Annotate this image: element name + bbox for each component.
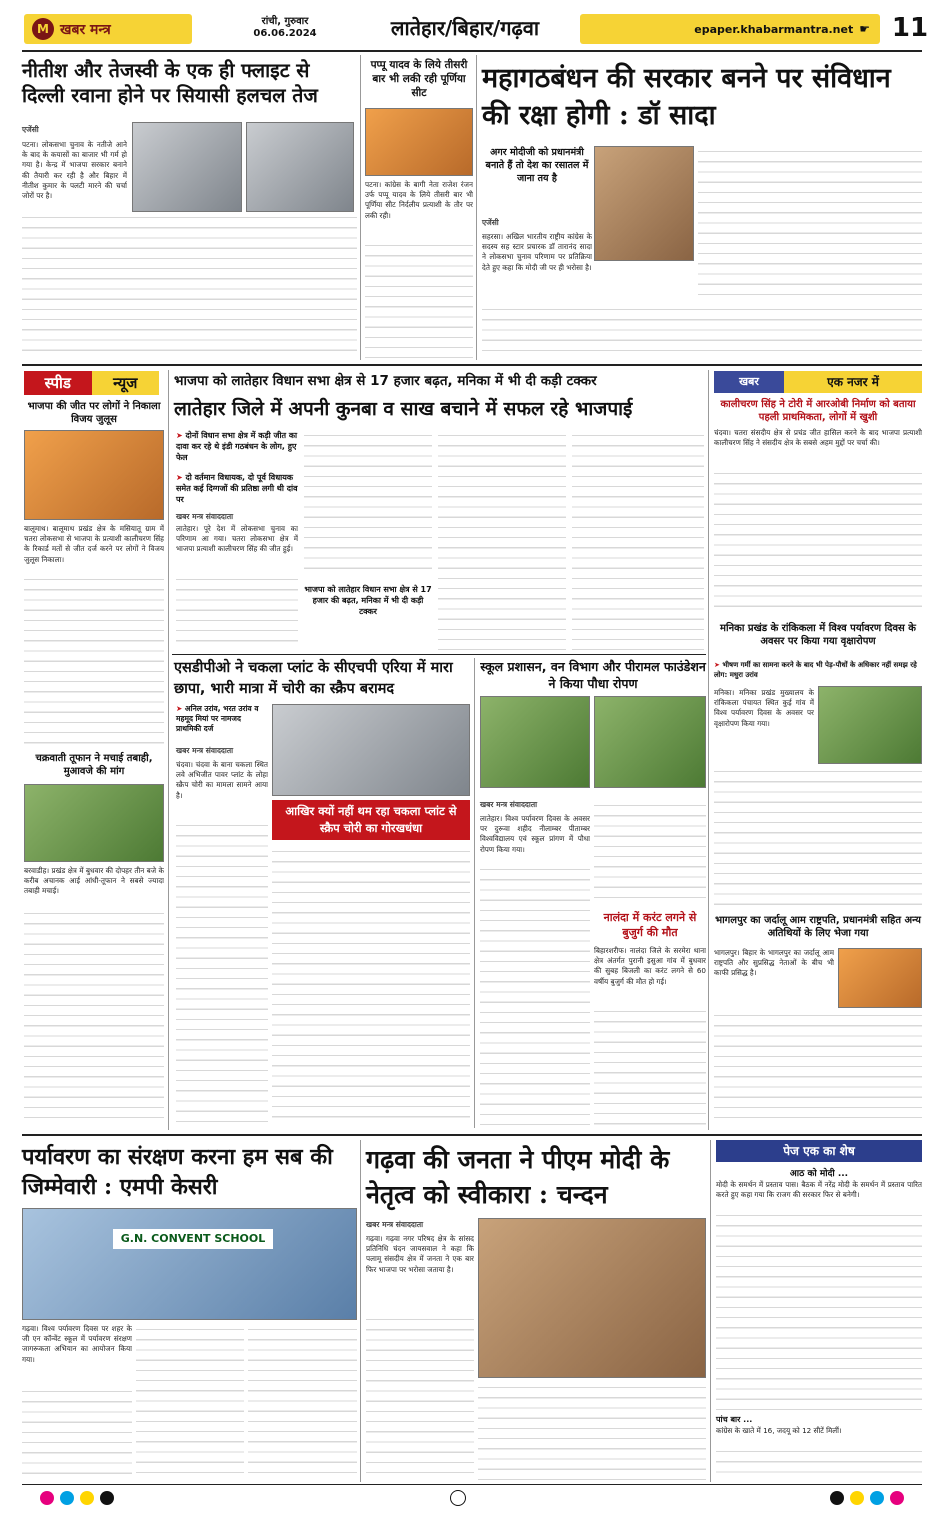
ek-nazar-item2-sub: ➤ भीषण गर्मी का सामना करने के बाद भी पेड़-पौधों के अधिकार नहीं समझ रहे लोग: मधुरा उरांव	[714, 660, 922, 680]
nalanda-body	[594, 1006, 706, 1126]
ek-nazar-tag	[714, 371, 922, 393]
school-plantation-photo-2	[594, 696, 706, 788]
nalanda-headline: नालंदा में करंट लगने से बुजुर्ग की मौत	[603, 911, 697, 939]
latehar-bullet-2: ➤ दो वर्तमान विधायक, दो पूर्व विधायक समेत कई दिग्गजों की प्रतिष्ठा लगी थी दांव पर	[176, 472, 298, 505]
shesh-tag: पेज एक का शेष	[783, 1144, 855, 1158]
sada-photo	[594, 146, 694, 261]
scrap-seizure-photo	[272, 704, 470, 796]
latehar-bullet-1: ➤ दोनों विधान सभा क्षेत्र में कड़ी जीत का दावा कर रहे थे इंडी गठबंधन के लोग, हुए फेल	[176, 430, 298, 463]
speed-item1-lead: बालूमाथ। बालूमाथ प्रखंड क्षेत्र के मसियातू ग्राम में चतरा लोकसभा से भाजपा के प्रत्याशी कालीचरण सिंह के रिकार्ड मतों से जीत दर्ज करने पर लोगों ने विजय जुलूस निकाला।	[24, 524, 164, 564]
latehar-byline: खबर मन्त्र संवाददाता	[176, 512, 234, 521]
chakla-lead: चंदवा। चंदवा के बाना चकला स्थित लवे अभिजीत पावर प्लांट के लोहा स्क्रैप चोरी का मामला सामने आया है।	[176, 760, 268, 800]
shesh-sub-body	[716, 1446, 922, 1480]
color-registration-right	[830, 1488, 904, 1508]
chandan-byline: खबर मन्त्र संवाददाता	[366, 1220, 424, 1229]
speed-item2-lead: बरवाडीह। प्रखंड क्षेत्र में बुधवार की दोपहर तीन बजे के करीब अचानक आई आंधी-तूफान ने सबसे ज्यादा तबाही मचाई।	[24, 866, 164, 896]
ek-nazar-item3-body	[714, 1010, 922, 1126]
nitish-headline: नीतीश और तेजस्वी के एक ही फ्लाइट से दिल्ली रवाना होने पर सियासी हलचल तेज	[22, 59, 318, 107]
brand-logo-icon: M	[32, 18, 54, 40]
sada-byline: एजेंसी	[482, 218, 499, 227]
speed-item2-headline: चक्रवाती तूफान ने मचाई तबाही, मुआवजे की मांग	[35, 753, 153, 777]
kesari-body-col3	[248, 1324, 357, 1480]
kesari-photo	[22, 1208, 357, 1320]
color-registration-left	[40, 1488, 114, 1508]
chandan-photo	[478, 1218, 706, 1378]
latehar-body-col1	[176, 574, 298, 650]
pappu-lead: पटना। कांग्रेस के बागी नेता राजेश रंजन उर्फ पप्पू यादव के लिये तीसरी बार भी पूर्णिया सीट निर्दलीय प्रत्याशी के तौर पर लकी रही।	[365, 180, 473, 220]
speed-news-tag	[24, 371, 159, 395]
ek-nazar-item2-headline: मनिका प्रखंड के रांकिकला में विश्व पर्यावरण दिवस के अवसर पर किया गया वृक्षारोपण	[720, 623, 916, 647]
sada-body-right	[698, 146, 922, 304]
ek-nazar-item1-body	[714, 468, 922, 616]
latehar-body-col3	[438, 430, 566, 650]
nalanda-lead: बिहारशरीफ। नालंदा जिले के सरमेरा थाना क्षेत्र अंतर्गत पुरानी इसुआ गांव में बुधवार की सुबह बिजली का करंट लगने से 60 वर्षीय बुजुर्ग की मौत हो गई।	[594, 946, 706, 986]
section-title: लातेहार/बिहार/गढ़वा	[390, 16, 540, 40]
chandan-body-col1	[366, 1314, 474, 1480]
chandan-headline: गढ़वा की जनता ने पीएम मोदी के नेतृत्व को स्वीकारा : चन्दन	[366, 1145, 670, 1209]
shesh-head: आठ को मोदी ...	[789, 1169, 849, 1179]
tejashwi-photo	[246, 122, 354, 212]
issue-city-day: रांची, गुरुवार	[261, 16, 309, 27]
school-body	[480, 864, 590, 1126]
chandan-body-col2	[478, 1382, 706, 1480]
sada-headline: महागठबंधन की सरकार बनने पर संविधान की रक्षा होगी : डॉ सादा	[482, 63, 891, 131]
shesh-body	[716, 1210, 922, 1410]
kesari-photo-banner: G.N. CONVENT SCHOOL	[113, 1229, 273, 1249]
issue-date	[250, 16, 320, 40]
school-byline: खबर मन्त्र संवाददाता	[480, 800, 538, 809]
school-lead: लातेहार। विश्व पर्यावरण दिवस के अवसर पर दुरूवा शहीद नीलाम्बर पीताम्बर विश्वविद्यालय एवं स्कूल प्रांगण में पौधा रोपण किया गया।	[480, 814, 590, 854]
pappu-body	[365, 240, 473, 358]
chakla-body-col1	[176, 820, 268, 1126]
chakla-bullet-1: ➤ अनिल उरांव, भरत उरांव व महमूद मियां पर नामजद प्राथमिकी दर्ज	[176, 704, 268, 734]
speed-item2-body	[24, 908, 164, 1126]
latehar-body-col2	[304, 430, 432, 578]
sada-body	[482, 304, 922, 358]
kesari-lead: गढ़वा। विश्व पर्यावरण दिवस पर शहर के जी एन कॉन्वेंट स्कूल में पर्यावरण संरक्षण जागरूकता अभियान का आयोजन किया गया।	[22, 1324, 132, 1364]
masthead-logo	[24, 14, 192, 44]
latehar-body-col4	[572, 430, 704, 650]
school-headline: स्कूल प्रशासन, वन विभाग और पीरामल फाउंडेशन ने किया पौधा रोपण	[480, 659, 706, 691]
brand-name: खबर मन्त्र	[60, 21, 111, 38]
shesh-sub-lead: कांग्रेस के खाते में 16, जदयू को 12 सीटें मिलीं।	[716, 1426, 842, 1435]
nitish-byline: एजेंसी	[22, 125, 39, 134]
page-number: 11	[891, 13, 929, 43]
speed-tag: स्पीड	[24, 371, 92, 395]
ek-nazar-item3-headline: भागलपुर का जर्दालू आम राष्ट्रपति, प्रधानमंत्री सहित अन्य अतिथियों के लिए भेजा गया	[715, 915, 921, 939]
chandan-lead: गढ़वा। गढ़वा नगर परिषद क्षेत्र के सांसद प्रतिनिधि चंदन जायसवाल ने कहा कि पलामू संसदीय क्षेत्र में जनता ने एक बार फिर भाजपा पर भरोसा जताया है।	[366, 1234, 474, 1274]
registration-crosshair-icon	[450, 1490, 466, 1506]
ek-nazar-label: एक नजर में	[784, 371, 922, 393]
kesari-body-col1	[22, 1386, 132, 1480]
ek-nazar-item1-lead: चंदवा। चतरा संसदीय क्षेत्र से प्रचंड जीत हासिल करने के बाद भाजपा प्रत्याशी कालीचरण सिंह ने संसदीय क्षेत्र के सबसे अहम मुद्दों पर चर्चा की।	[714, 428, 922, 448]
speed-item1-headline: भाजपा की जीत पर लोगों ने निकाला विजय जुलूस	[27, 401, 161, 425]
news-tag: न्यूज	[92, 371, 160, 395]
latehar-kicker: भाजपा को लातेहार विधान सभा क्षेत्र से 17 हजार बढ़त, मनिका में भी दी कड़ी टक्कर	[174, 373, 597, 389]
sada-lead: सहरसा। अखिल भारतीय राष्ट्रीय कांग्रेस के सदस्य सह स्टार प्रचारक डॉ तारानंद सादा ने लोकसभा चुनाव परिणाम पर प्रतिक्रिया देते हुए कहा कि मोदी जी पर ही भरोसा है।	[482, 232, 592, 272]
school-plantation-photo-1	[480, 696, 590, 788]
epaper-url[interactable]: epaper.khabarmantra.net	[694, 22, 854, 36]
storm-damage-photo	[24, 784, 164, 862]
chakla-callout-text: आखिर क्यों नहीं थम रहा चकला प्लांट से स्क्रैप चोरी का गोरखधंधा	[285, 804, 457, 835]
chakla-headline: एसडीपीओ ने चकला प्लांट के सीएचपी एरिया में मारा छापा, भारी मात्रा में चोरी का स्क्रैप बरामद	[174, 660, 453, 697]
khabar-tag: खबर	[714, 371, 784, 393]
plantation-photo	[818, 686, 922, 764]
issue-date-value: 06.06.2024	[253, 28, 317, 39]
pappu-photo	[365, 108, 473, 176]
shesh-sub: पांच बार ...	[716, 1415, 753, 1424]
kesari-body-col2	[136, 1324, 244, 1480]
pappu-headline: पप्पू यादव के लिये तीसरी बार भी लकी रही पूर्णिया सीट	[370, 59, 468, 99]
shesh-lead: मोदी के समर्थन में प्रस्ताव पास। बैठक में नरेंद्र मोदी के समर्थन में प्रस्ताव पारित करते हुए कहा गया कि राजग की सरकार फिर से बनेगी।	[716, 1180, 922, 1200]
nitish-lead: पटना। लोकसभा चुनाव के नतीजे आने के बाद के कयासों का बाजार भी गर्म हो गया है। केन्द्र में भाजपा सरकार बनाने की तैयारी कर रही है और बिहार में नीतीश कुमार के पलटी मारने की चर्चा जोरों पर है।	[22, 140, 127, 201]
ek-nazar-item2-body	[714, 766, 922, 910]
speed-item1-body	[24, 574, 164, 746]
victory-procession-photo	[24, 430, 164, 520]
latehar-quote: भाजपा को लातेहार विधान सभा क्षेत्र से 17 हजार की बढ़त, मनिका में भी दी कड़ी टक्कर	[304, 585, 432, 616]
nitish-body	[22, 212, 357, 358]
chakla-byline: खबर मन्त्र संवाददाता	[176, 746, 234, 755]
ek-nazar-item2-lead: मनिका। मनिका प्रखंड मुख्यालय के रांकिकला पंचायत स्थित कुई गांव में विश्व पर्यावरण दिवस के अवसर पर वृक्षारोपण किया गया।	[714, 688, 814, 728]
latehar-lead: लातेहार। पूरे देश में लोकसभा चुनाव का परिणाम आ गया। चतरा लोकसभा क्षेत्र में भाजपा प्रत्याशी कालीचरण सिंह की जीत हुई।	[176, 524, 298, 554]
kesari-headline: पर्यावरण का संरक्षण करना हम सब की जिम्मेवारी : एमपी केसरी	[22, 1144, 333, 1200]
mango-photo	[838, 948, 922, 1008]
epaper-bar	[580, 14, 880, 44]
chakla-body-col2	[272, 846, 470, 1126]
sada-pullquote: अगर मोदीजी को प्रधानमंत्री बनाते हैं तो देश का रसातल में जाना तय है	[485, 147, 589, 184]
cursor-icon: ☛	[859, 22, 870, 36]
chakla-callout	[272, 800, 470, 840]
nitish-photo	[132, 122, 242, 212]
latehar-headline: लातेहार जिले में अपनी कुनबा व साख बचाने में सफल रहे भाजपाई	[174, 398, 633, 420]
school-body-right	[594, 800, 706, 904]
shesh-banner	[716, 1140, 922, 1162]
ek-nazar-item1-headline: कालीचरण सिंह ने टोरी में आरओबी निर्माण को बताया पहली प्राथमिकता, लोगों में खुशी	[720, 399, 916, 423]
ek-nazar-item3-lead: भागलपुर। बिहार के भागलपुर का जर्दालू आम राष्ट्रपति और सुप्रसिद्ध नेताओं के बीच भी काफी प्रसिद्ध है।	[714, 948, 834, 978]
